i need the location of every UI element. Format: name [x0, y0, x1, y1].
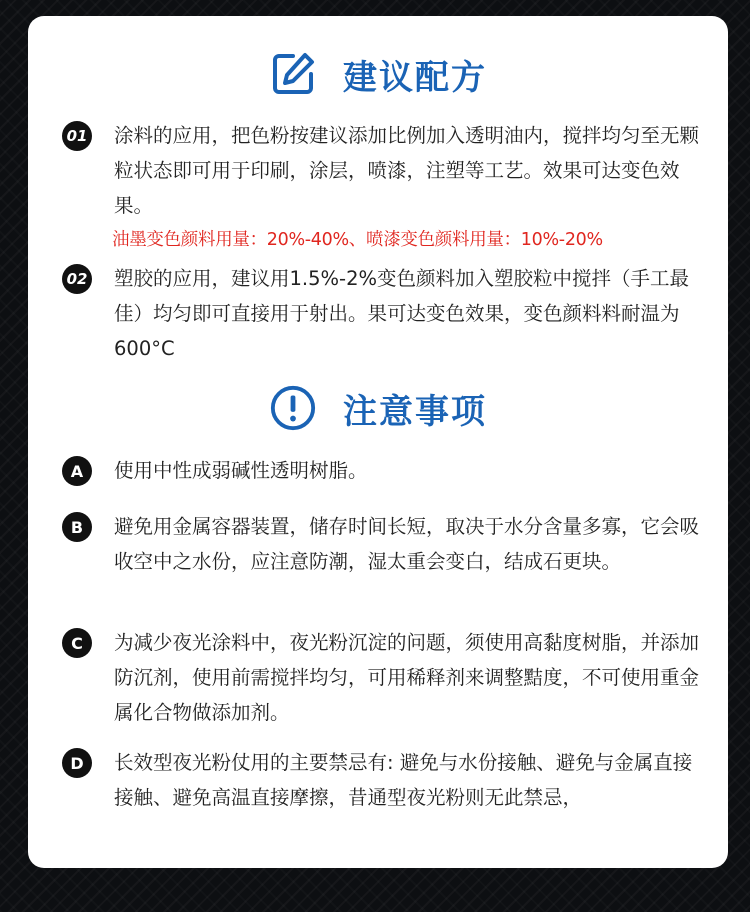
item-text: 为减少夜光涂料中，夜光粉沉淀的问题，须使用高黏度树脂，并添加防沉剂，使用前需搅拌均匀，可用稀释剂来调整黠度，不可使用重金属化合物做添加剂。: [114, 631, 700, 724]
formula-title: 建议配方: [343, 57, 487, 98]
item-letter-badge: C: [62, 628, 92, 658]
item-letter-badge: B: [62, 512, 92, 542]
notes-header: [28, 378, 728, 438]
formula-header: [28, 44, 728, 104]
item-number-badge: 01: [62, 121, 92, 151]
exclamation-circle-icon: [269, 384, 317, 432]
item-letter-badge: A: [62, 456, 92, 486]
item-text: 塑胶的应用，建议用1.5%-2%变色颜料加入塑胶粒中搅拌（手工最佳）均匀即可直接用于射出。果可达变色效果，变色颜料料耐温为600°C: [114, 267, 690, 360]
item-text: 长效型夜光粉仗用的主要禁忌有: 避免与水份接触、避免与金属直接接触、避免高温直接摩擦，昔通型夜光粉则无此禁忌，: [114, 751, 693, 809]
notes-title: 注意事项: [343, 391, 487, 432]
item-number-badge: 02: [62, 264, 92, 294]
item-text: 避免用金属容器装置，储存时间长短，取决于水分含量多寡，它会吸收空中之水份，应注意防潮，湿太重会变白，结成石更块。: [114, 515, 700, 573]
dosage-note: 油墨变色颜料用量：20%-40%、喷漆变色颜料用量：10%-20%: [112, 230, 603, 250]
content-card: [28, 16, 728, 868]
edit-icon: [269, 50, 317, 98]
item-text: 涂料的应用，把色粉按建议添加比例加入透明油内，搅拌均匀至无颗粒状态即可用于印刷，涂层，喷漆，注塑等工艺。效果可达变色效果。: [114, 124, 700, 217]
item-letter-badge: D: [62, 748, 92, 778]
item-text: 使用中性成弱碱性透明树脂。: [114, 459, 368, 482]
